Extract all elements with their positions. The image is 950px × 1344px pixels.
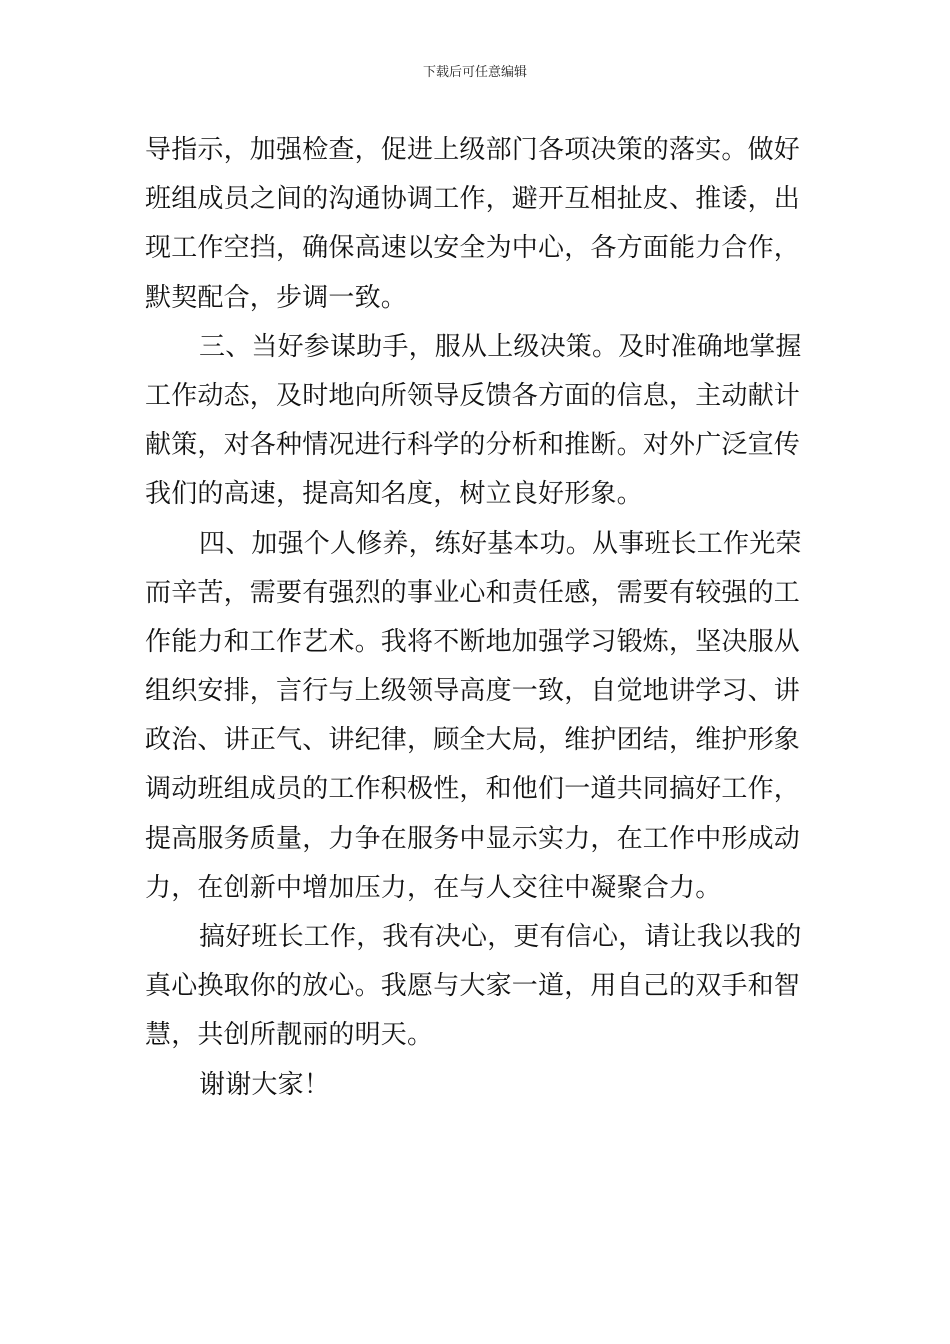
- text-line: 谢谢大家！: [199, 1069, 331, 1100]
- paragraph-1: [145, 126, 807, 323]
- text-line: 班组成员之间的沟通协调工作，避开互相扯皮、推诿，出: [145, 184, 801, 215]
- paragraph-4: [145, 913, 807, 1061]
- text-line: 搞好班长工作，我有决心，更有信心，请让我以我的: [199, 922, 802, 952]
- text-line: 作能力和工作艺术。我将不断地加强学习锻炼，坚决服从: [145, 626, 801, 657]
- text-line: 三、当好参谋助手，服从上级决策。及时准确地掌握: [199, 331, 802, 362]
- paragraph-5: [145, 1061, 807, 1110]
- paragraph-3: [145, 520, 807, 914]
- text-line: 四、加强个人修养，练好基本功。从事班长工作光荣: [199, 528, 802, 559]
- text-line: 力，在创新中增加压力，在与人交往中凝聚合力。: [145, 872, 722, 903]
- text-line: 组织安排，言行与上级领导高度一致，自觉地讲学习、讲: [145, 676, 801, 707]
- text-line: 政治、讲正气、讲纪律，顾全大局，维护团结，维护形象: [145, 725, 801, 756]
- text-line: 我们的高速，提高知名度，树立良好形象。: [145, 479, 643, 510]
- document-body: [145, 126, 807, 1110]
- text-line: 工作动态，及时地向所领导反馈各方面的信息，主动献计: [145, 380, 801, 411]
- text-line: 现工作空挡，确保高速以安全为中心，各方面能力合作，: [145, 233, 801, 264]
- text-line: 提高服务质量，力争在服务中显示实力，在工作中形成动: [145, 823, 801, 854]
- text-line: 真心换取你的放心。我愿与大家一道，用自己的双手和智: [145, 971, 801, 1002]
- text-line: 献策，对各种情况进行科学的分析和推断。对外广泛宣传: [145, 430, 801, 461]
- text-line: 而辛苦，需要有强烈的事业心和责任感，需要有较强的工: [145, 577, 801, 608]
- text-line: 默契配合，步调一致。: [145, 282, 408, 313]
- text-line: 导指示，加强检查，促进上级部门各项决策的落实。做好: [145, 135, 801, 165]
- page-header: 下载后可任意编辑: [422, 65, 527, 80]
- text-line: 慧，共创所靓丽的明天。: [145, 1020, 434, 1051]
- text-line: 调动班组成员的工作积极性，和他们一道共同搞好工作，: [145, 774, 801, 805]
- paragraph-2: [145, 323, 807, 520]
